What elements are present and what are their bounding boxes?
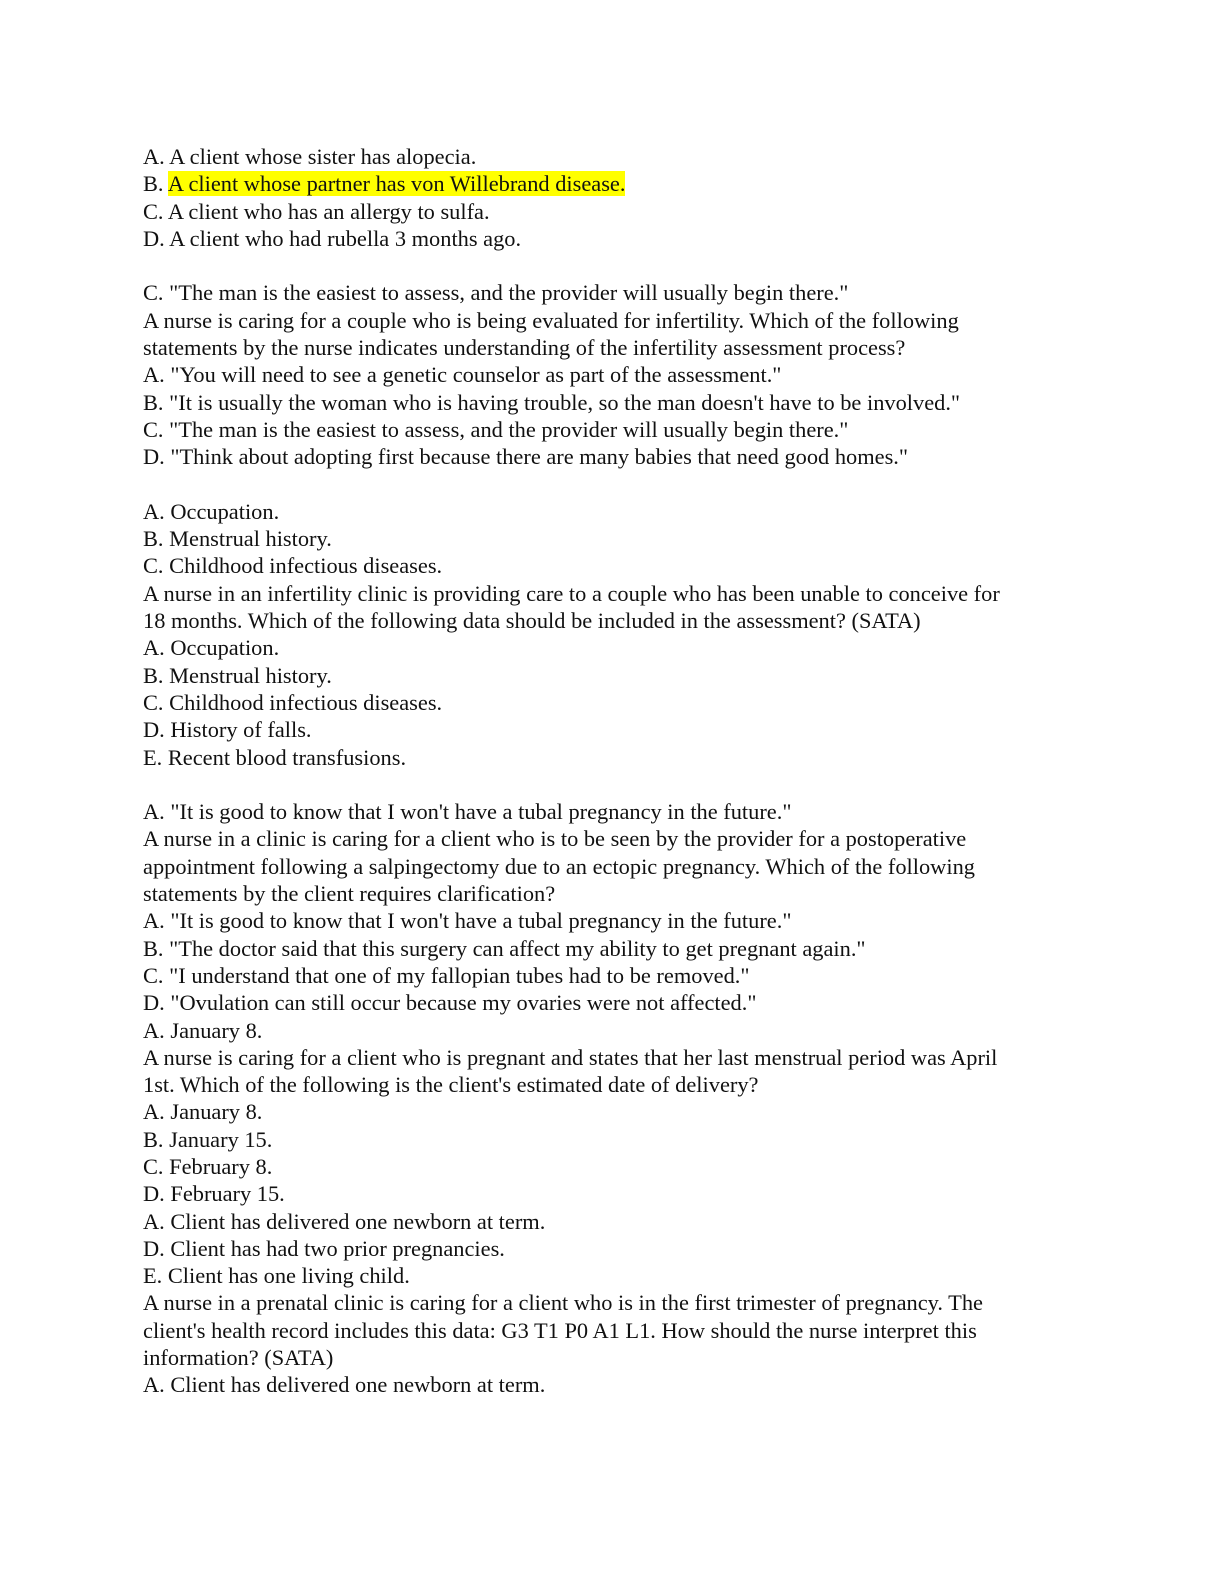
- document-text: [143, 143, 1083, 1399]
- text-line: C. Childhood infectious diseases.: [143, 553, 443, 579]
- text-line: D. History of falls.: [143, 717, 312, 743]
- paragraph-gap: [143, 252, 1083, 279]
- text-line: E. Recent blood transfusions.: [143, 744, 407, 770]
- text-line: A. Client has delivered one newborn at term.: [143, 1208, 546, 1234]
- text-line: statements by the nurse indicates understanding of the infertility assessment process?: [143, 335, 906, 361]
- text-line: A nurse is caring for a client who is pregnant and states that her last menstrual period was April: [143, 1044, 998, 1070]
- text-line: B. Menstrual history.: [143, 662, 332, 688]
- text-line: information? (SATA): [143, 1345, 334, 1371]
- text-line: D. A client who had rubella 3 months ago.: [143, 225, 522, 251]
- text-line: A. Occupation.: [143, 498, 280, 524]
- text-line-highlighted: [143, 170, 1083, 197]
- text-line: A. A client whose sister has alopecia.: [143, 144, 477, 169]
- text-line: A. January 8.: [143, 1017, 263, 1043]
- text-line: E. Client has one living child.: [143, 1263, 410, 1289]
- paragraph-gap: [143, 471, 1083, 498]
- text-line: 1st. Which of the following is the client's estimated date of delivery?: [143, 1072, 759, 1098]
- text-line: B. "The doctor said that this surgery can affect my ability to get pregnant again.": [143, 935, 866, 961]
- text-line: B. "It is usually the woman who is having trouble, so the man doesn't have to be involved.": [143, 389, 961, 415]
- text-line: A nurse is caring for a couple who is being evaluated for infertility. Which of the following: [143, 307, 959, 333]
- text-line: A nurse in a prenatal clinic is caring for a client who is in the first trimester of pregnancy. The: [143, 1290, 983, 1316]
- text-line: A nurse in a clinic is caring for a client who is to be seen by the provider for a postoperative: [143, 826, 967, 852]
- text-line: A. January 8.: [143, 1099, 263, 1125]
- text-line: D. Client has had two prior pregnancies.: [143, 1235, 505, 1261]
- text-line: C. "I understand that one of my fallopian tubes had to be removed.": [143, 962, 750, 988]
- text-line: C. "The man is the easiest to assess, and the provider will usually begin there.": [143, 416, 849, 442]
- text-line: A. "It is good to know that I won't have a tubal pregnancy in the future.": [143, 799, 792, 825]
- text-line: C. Childhood infectious diseases.: [143, 689, 443, 715]
- paragraph-gap: [143, 771, 1083, 798]
- text-line: C. February 8.: [143, 1153, 273, 1179]
- text-line: A. Client has delivered one newborn at term.: [143, 1372, 546, 1398]
- text-line: A. "You will need to see a genetic counselor as part of the assessment.": [143, 362, 782, 388]
- text-line: D. February 15.: [143, 1181, 285, 1207]
- text-line: C. "The man is the easiest to assess, and the provider will usually begin there.": [143, 280, 849, 306]
- option-prefix: B.: [143, 171, 168, 197]
- text-line: A. Occupation.: [143, 635, 280, 661]
- text-line: statements by the client requires clarification?: [143, 881, 556, 907]
- text-line: D. "Ovulation can still occur because my ovaries were not affected.": [143, 990, 757, 1016]
- text-line: D. "Think about adopting first because there are many babies that need good homes.": [143, 444, 909, 470]
- text-line: client's health record includes this data: G3 T1 P0 A1 L1. How should the nurse interpret this: [143, 1317, 977, 1343]
- highlighted-answer: A client whose partner has von Willebrand disease.: [167, 171, 626, 197]
- text-line: A nurse in an infertility clinic is providing care to a couple who has been unable to conceive for: [143, 580, 1000, 606]
- text-line: C. A client who has an allergy to sulfa.: [143, 198, 490, 224]
- text-line: A. "It is good to know that I won't have a tubal pregnancy in the future.": [143, 908, 792, 934]
- text-line: B. January 15.: [143, 1126, 273, 1152]
- text-line: B. Menstrual history.: [143, 526, 332, 552]
- text-line: appointment following a salpingectomy due to an ectopic pregnancy. Which of the following: [143, 853, 975, 879]
- text-line: 18 months. Which of the following data should be included in the assessment? (SATA): [143, 608, 921, 634]
